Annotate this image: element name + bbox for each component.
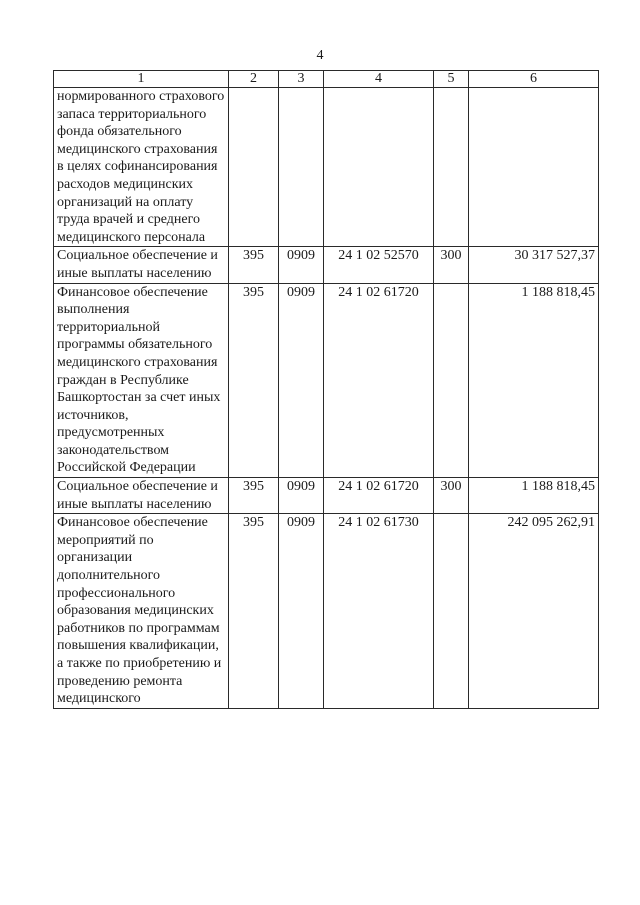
row-col5: 300 bbox=[434, 247, 469, 283]
row-col2: 395 bbox=[229, 478, 279, 514]
row-col5 bbox=[434, 88, 469, 247]
header-col-4: 4 bbox=[324, 71, 434, 88]
budget-table bbox=[53, 70, 599, 709]
table-row bbox=[54, 514, 599, 709]
table-header-row bbox=[54, 71, 599, 88]
header-col-2: 2 bbox=[229, 71, 279, 88]
header-col-5: 5 bbox=[434, 71, 469, 88]
page-number: 4 bbox=[316, 48, 324, 63]
row-col3: 0909 bbox=[279, 478, 324, 514]
row-col3: 0909 bbox=[279, 283, 324, 478]
row-col5 bbox=[434, 283, 469, 478]
table-row bbox=[54, 247, 599, 283]
table-row bbox=[54, 283, 599, 478]
row-amount: 30 317 527,37 bbox=[469, 247, 599, 283]
row-col5: 300 bbox=[434, 478, 469, 514]
row-col5 bbox=[434, 514, 469, 709]
header-col-3: 3 bbox=[279, 71, 324, 88]
header-col-6: 6 bbox=[469, 71, 599, 88]
row-col2: 395 bbox=[229, 283, 279, 478]
row-col3: 0909 bbox=[279, 514, 324, 709]
table-row bbox=[54, 88, 599, 247]
row-name: Финансовое обеспечение выполнения территориальной программы обязательного медицинского страхования граждан в Республике Башкортостан за счет иных источников, предусмотренных законодательством Российской Федерации bbox=[54, 283, 229, 478]
row-amount: 1 188 818,45 bbox=[469, 283, 599, 478]
row-col4: 24 1 02 61720 bbox=[324, 283, 434, 478]
row-col3: 0909 bbox=[279, 247, 324, 283]
row-col2 bbox=[229, 88, 279, 247]
header-col-1: 1 bbox=[54, 71, 229, 88]
row-amount: 1 188 818,45 bbox=[469, 478, 599, 514]
row-col4: 24 1 02 52570 bbox=[324, 247, 434, 283]
row-col2: 395 bbox=[229, 247, 279, 283]
row-amount: 242 095 262,91 bbox=[469, 514, 599, 709]
row-name: нормированного страхового запаса территориального фонда обязательного медицинского страхования в целях софинансирования расходов медицинских организаций на оплату труда врачей и среднего медицинского персонала bbox=[54, 88, 229, 247]
row-name: Социальное обеспечение и иные выплаты населению bbox=[54, 478, 229, 514]
table-row bbox=[54, 478, 599, 514]
row-name: Социальное обеспечение и иные выплаты населению bbox=[54, 247, 229, 283]
row-col4 bbox=[324, 88, 434, 247]
row-amount bbox=[469, 88, 599, 247]
row-name: Финансовое обеспечение мероприятий по организации дополнительного профессионального образования медицинских работников по программам повышения квалификации, а также по приобретению и проведению ремонта медицинского bbox=[54, 514, 229, 709]
row-col2: 395 bbox=[229, 514, 279, 709]
row-col4: 24 1 02 61730 bbox=[324, 514, 434, 709]
row-col3 bbox=[279, 88, 324, 247]
row-col4: 24 1 02 61720 bbox=[324, 478, 434, 514]
